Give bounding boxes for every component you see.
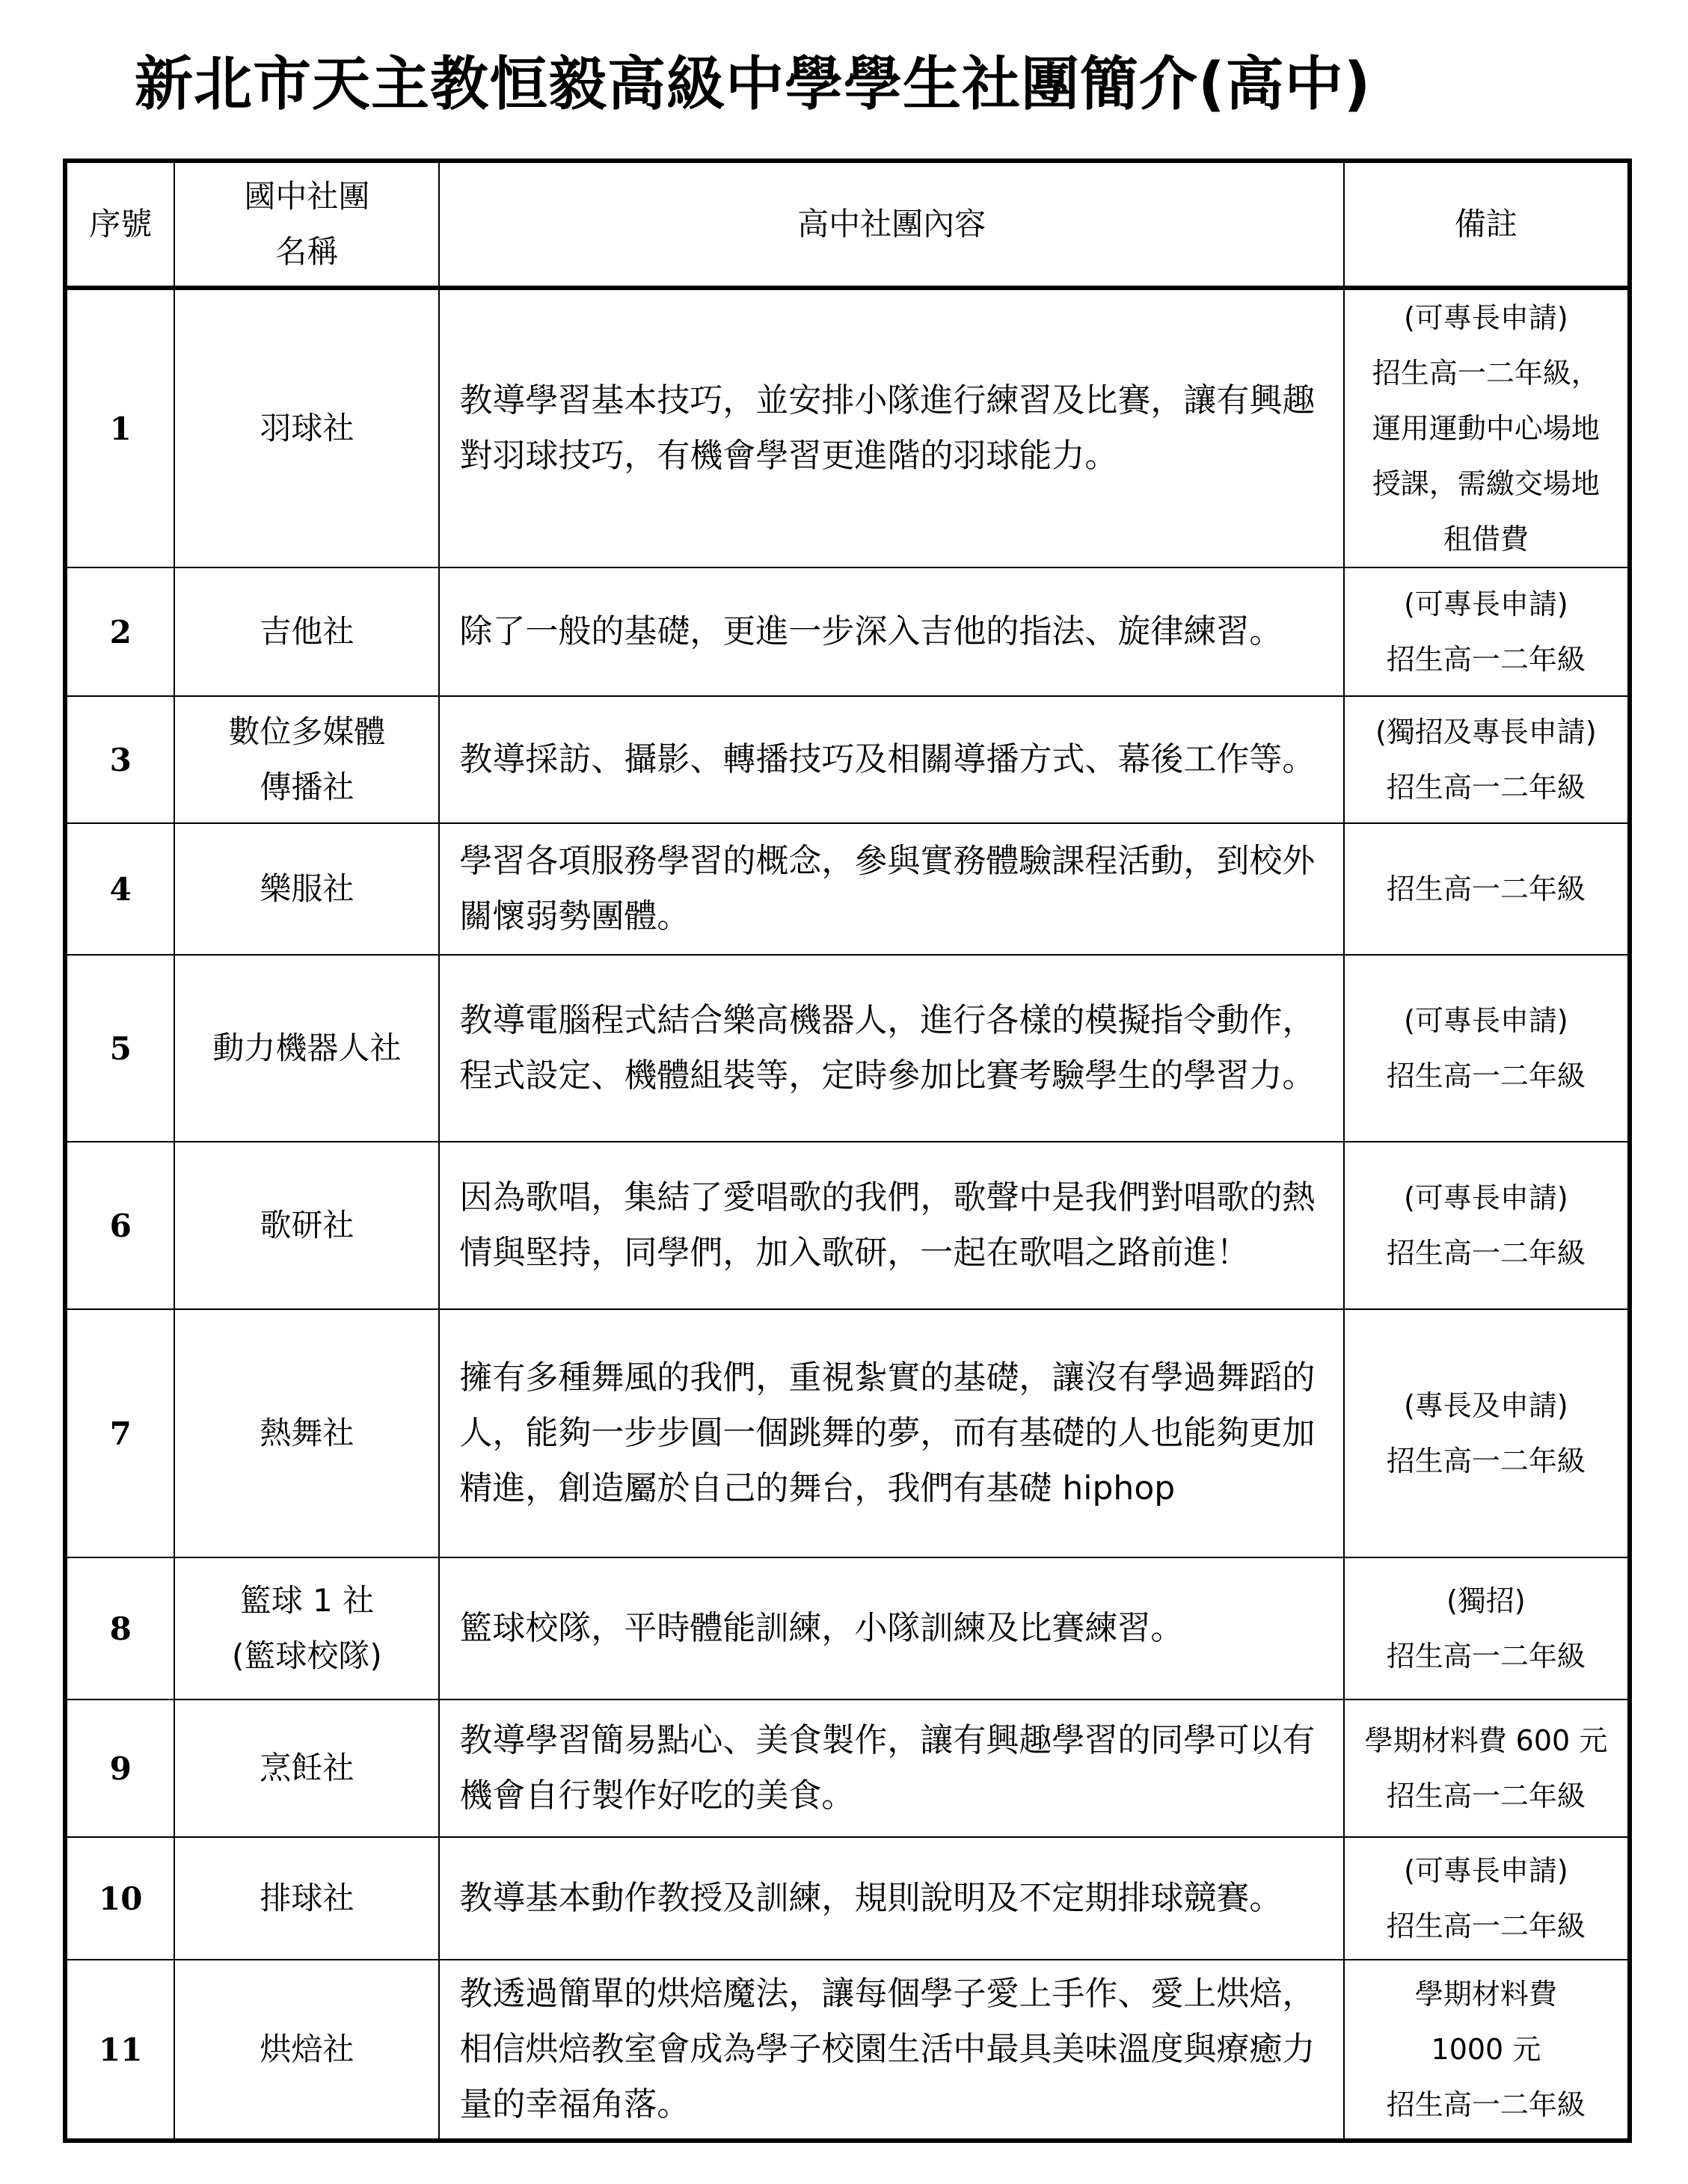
row-number: 8 [65,1557,174,1699]
club-name-cell [174,955,439,1142]
club-note-cell [1344,567,1630,696]
table-row [65,1699,1630,1837]
club-note: 招生高一二年級 [1386,873,1586,905]
club-note-cell [1344,1557,1630,1699]
club-name-cell [174,696,439,823]
club-name: (籃球校隊) [232,1637,382,1674]
row-number: 5 [65,955,174,1142]
club-name: 樂服社 [260,870,355,907]
table-row [65,823,1630,955]
club-note: 招生高一二年級 [1386,1780,1586,1812]
table-row [65,696,1630,823]
club-name: 烹飪社 [260,1750,355,1786]
club-note: (可專長申請) [1404,1004,1568,1037]
club-note: 招生高一二年級 [1386,1640,1586,1673]
club-name-cell [174,1557,439,1699]
club-content: 教導基本動作教授及訓練，規則說明及不定期排球競賽。 [439,1837,1343,1960]
club-name-cell [174,1699,439,1837]
club-name: 吉他社 [260,613,355,650]
header-note: 備註 [1344,161,1630,288]
club-content: 除了一般的基礎，更進一步深入吉他的指法、旋律練習。 [439,567,1343,696]
table-row [65,288,1630,567]
club-name: 數位多媒體 [228,713,386,750]
club-note: (專長及申請) [1404,1389,1568,1422]
club-note: 運用運動中心場地 [1372,412,1600,445]
club-note: 學期材料費 600 元 [1364,1724,1608,1757]
club-note: (可專長申請) [1404,301,1568,334]
table-row [65,1142,1630,1309]
row-number: 4 [65,823,174,955]
club-table [63,159,1632,2143]
table-row [65,567,1630,696]
row-number: 1 [65,288,174,567]
club-name-cell [174,823,439,955]
club-name: 羽球社 [260,410,355,446]
club-content: 擁有多種舞風的我們，重視紮實的基礎，讓沒有學過舞蹈的人，能夠一步步圓一個跳舞的夢，而有基礎的人也能夠更加精進，創造屬於自己的舞台，我們有基礎 hiphop [439,1309,1343,1557]
row-number: 10 [65,1837,174,1960]
club-content: 教導學習基本技巧，並安排小隊進行練習及比賽，讓有興趣對羽球技巧，有機會學習更進階的羽球能力。 [439,288,1343,567]
club-note-cell [1344,1142,1630,1309]
club-note: 授課，需繳交場地 [1372,467,1600,500]
club-note: (可專長申請) [1404,1854,1568,1887]
club-note: 招生高一二年級 [1386,643,1586,676]
club-note: 租借費 [1443,523,1529,556]
club-name-cell [174,288,439,567]
club-name: 熱舞社 [260,1415,355,1451]
club-note-cell [1344,955,1630,1142]
club-note: 招生高一二年級 [1386,1237,1586,1270]
table-row [65,1837,1630,1960]
row-number: 2 [65,567,174,696]
row-number: 7 [65,1309,174,1557]
header-name-line1: 國中社團 [244,178,370,215]
club-note-cell [1344,1837,1630,1960]
table-row [65,1309,1630,1557]
club-name-cell [174,1142,439,1309]
header-no: 序號 [65,161,174,288]
club-name: 籃球 1 社 [239,1582,375,1619]
club-content: 學習各項服務學習的概念，參與實務體驗課程活動，到校外關懷弱勢團體。 [439,823,1343,955]
table-header-row [65,161,1630,288]
club-note: 招生高一二年級 [1386,1910,1586,1942]
club-note: 招生高一二年級， [1372,357,1600,390]
club-name-cell [174,1837,439,1960]
club-name-cell [174,1960,439,2141]
page-title: 新北市天主教恒毅高級中學學生社團簡介(高中) [135,51,1372,118]
header-name [174,161,439,288]
club-note-cell [1344,1960,1630,2141]
row-number: 9 [65,1699,174,1837]
header-name-line2: 名稱 [275,233,339,270]
club-content: 教導採訪、攝影、轉播技巧及相關導播方式、幕後工作等。 [439,696,1343,823]
header-content: 高中社團內容 [439,161,1343,288]
club-note: (獨招及專長申請) [1375,716,1597,748]
club-content: 因為歌唱，集結了愛唱歌的我們，歌聲中是我們對唱歌的熱情與堅持，同學們，加入歌研，一起在歌唱之路前進！ [439,1142,1343,1309]
club-note-cell [1344,1699,1630,1837]
row-number: 6 [65,1142,174,1309]
club-note-cell [1344,288,1630,567]
club-note: (獨招) [1446,1584,1526,1617]
club-content: 教透過簡單的烘焙魔法，讓每個學子愛上手作、愛上烘焙，相信烘焙教室會成為學子校園生活中最具美味溫度與療癒力量的幸福角落。 [439,1960,1343,2141]
club-note: 1000 元 [1431,2033,1541,2066]
table-row [65,955,1630,1142]
club-note: 招生高一二年級 [1386,1445,1586,1477]
club-note-cell [1344,696,1630,823]
club-name-cell [174,1309,439,1557]
club-name: 動力機器人社 [212,1030,402,1066]
club-note: 招生高一二年級 [1386,1059,1586,1092]
club-note: 學期材料費 [1414,1978,1557,2011]
club-name: 歌研社 [260,1207,355,1243]
club-name: 烘焙社 [260,2031,355,2067]
club-content: 教導電腦程式結合樂高機器人，進行各樣的模擬指令動作，程式設定、機體組裝等，定時參加比賽考驗學生的學習力。 [439,955,1343,1142]
club-content: 教導學習簡易點心、美食製作，讓有興趣學習的同學可以有機會自行製作好吃的美食。 [439,1699,1343,1837]
table-body [65,288,1630,2141]
club-note-cell [1344,823,1630,955]
row-number: 3 [65,696,174,823]
club-name: 傳播社 [260,769,355,805]
club-note: 招生高一二年級 [1386,2088,1586,2121]
table-row [65,1557,1630,1699]
club-note: (可專長申請) [1404,1181,1568,1214]
club-note: (可專長申請) [1404,588,1568,621]
club-name: 排球社 [260,1880,355,1916]
club-note-cell [1344,1309,1630,1557]
club-note: 招生高一二年級 [1386,771,1586,804]
club-name-cell [174,567,439,696]
club-content: 籃球校隊，平時體能訓練，小隊訓練及比賽練習。 [439,1557,1343,1699]
table-row [65,1960,1630,2141]
row-number: 11 [65,1960,174,2141]
